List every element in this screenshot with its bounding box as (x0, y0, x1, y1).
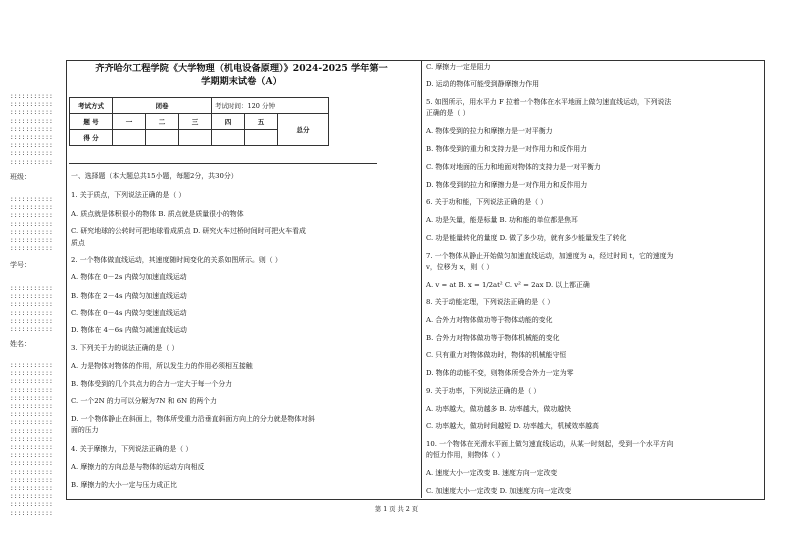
section-header: 二 (146, 114, 179, 130)
column-divider (421, 60, 422, 498)
question-line: 9. 关于功率，下列说法正确的是（ ） (426, 387, 541, 395)
dot-column-4: ::::::::::: ::::::::::: ::::::::::: ::::::::::: ::::::::::: ::::::::::: ::::::::::: ::::::::::: ::::::::::: ::::::::::: ::::::::::: ::::::::::: ::::::::::: ::::::::::: ::::::::::: ::::::::::: ::::::::::: ::::::::::: ::::::::::: (10, 362, 54, 517)
question-line: 8. 关于动能定理，下列说法正确的是（ ） (426, 298, 555, 306)
question-line: 4. 关于摩擦力，下列说法正确的是（ ） (71, 445, 193, 453)
score-table (69, 97, 329, 146)
question-line: C. 一个2N 的力可以分解为7N 和 6N 的两个力 (71, 397, 217, 405)
score-cell[interactable] (212, 130, 245, 146)
exam-title-line2: 学期期末试卷（A） (201, 76, 282, 87)
question-line: A. 物体受到的拉力和摩擦力是一对平衡力 (426, 127, 553, 135)
question-number-label: 题 号 (70, 114, 113, 130)
question-line: C. 功率越大，做功时间越短 D. 功率越大，机械效率越高 (426, 422, 599, 430)
question-line: 正确的是（ ） (426, 109, 470, 117)
question-line: 面的压力 (71, 426, 99, 434)
question-line: B. 合外力对物体做功等于物体机械能的变化 (426, 334, 560, 342)
question-line: 6. 关于功和能，下列说法正确的是（ ） (426, 198, 548, 206)
header-rule (69, 163, 377, 164)
exam-method-label: 考试方式 (70, 98, 113, 114)
question-line: C. 物体对地面的压力和地面对物体的支持力是一对平衡力 (426, 163, 601, 171)
question-line: 质点 (71, 239, 85, 247)
class-label: 班级： (10, 173, 31, 181)
question-line: A. v = at B. x = 1/2at² C. v² = 2ax D. 以上都正确 (426, 281, 590, 289)
question-line: A. 力是物体对物体的作用，所以发生力的作用必须相互接触 (71, 362, 253, 370)
question-line: A. 功率越大，做功越多 B. 功率越大，做功越快 (426, 405, 572, 413)
question-line: 1. 关于质点，下列说法正确的是（ ） (71, 191, 186, 199)
question-line: 2. 一个物体做直线运动，其速度随时间变化的关系如图所示。则（ ） (71, 256, 282, 264)
question-line: v，位移为 x，则（ ） (426, 263, 494, 271)
exam-title-line1: 齐齐哈尔工程学院《大学物理（机电设备原理）》2024-2025 学年第一 (95, 63, 388, 74)
question-line: 5. 如图所示，用水平力 F 拉着一个物体在水平地面上做匀速直线运动，下列说法 (426, 98, 672, 106)
question-line: 7. 一个物体从静止开始做匀加速直线运动，加速度为 a，经过时间 t，它的速度为 (426, 252, 674, 260)
question-line: 10. 一个物体在光滑水平面上做匀速直线运动，从某一时刻起，受到一个水平方向 (426, 440, 674, 448)
section-header: 四 (212, 114, 245, 130)
question-line: C. 加速度大小一定改变 D. 加速度方向一定改变 (426, 487, 572, 495)
question-line: 一、选择题（本大题总共15小题，每题2分，共30分） (71, 172, 238, 180)
question-line: D. 运动的物体可能受到静摩擦力作用 (426, 80, 540, 88)
question-line: 的恒力作用，则物体（ ） (426, 451, 504, 459)
total-score-label: 总分 (278, 114, 329, 146)
dot-column-2: ::::::::::: ::::::::::: ::::::::::: ::::::::::: ::::::::::: ::::::::::: ::::::::::: (10, 196, 54, 253)
question-line: B. 物体受到的几个共点力的合力一定大于每一个分力 (71, 380, 233, 388)
student-id-label: 学号： (10, 261, 31, 269)
page-footer: 第 1 页 共 2 页 (374, 506, 419, 513)
question-line: D. 一个物体静止在斜面上，物体所受重力沿垂直斜面方向上的分力就是物体对斜 (71, 415, 315, 423)
question-line: A. 功是矢量，能是标量 B. 功和能的单位都是焦耳 (426, 216, 578, 224)
question-line: C. 物体在 0－4s 内做匀变速直线运动 (71, 309, 187, 317)
score-row-label: 得 分 (70, 130, 113, 146)
question-line: C. 摩擦力一定是阻力 (426, 63, 491, 71)
question-line: A. 质点就是体积很小的物体 B. 质点就是质量很小的物体 (71, 210, 244, 218)
name-label: 姓名： (10, 340, 31, 348)
question-line: B. 物体在 2－4s 内做匀加速直线运动 (71, 292, 187, 300)
section-header: 五 (245, 114, 278, 130)
exam-method-value: 闭卷 (113, 98, 212, 114)
question-line: B. 摩擦力的大小一定与压力成正比 (71, 481, 177, 489)
section-header: 三 (179, 114, 212, 130)
question-line: D. 物体受到的拉力和摩擦力是一对作用力和反作用力 (426, 181, 588, 189)
question-line: A. 合外力对物体做功等于物体动能的变化 (426, 316, 553, 324)
question-line: B. 物体受到的重力和支持力是一对作用力和反作用力 (426, 145, 588, 153)
question-line: D. 物体的动能不变，则物体所受合外力一定为零 (426, 369, 574, 377)
exam-time: 考试时间：120 分钟 (212, 98, 329, 114)
question-line: C. 研究地球的公转时可把地球看成质点 D. 研究火车过桥时间时可把火车看成 (71, 227, 306, 235)
section-header: 一 (113, 114, 146, 130)
dot-column-1: ::::::::::: ::::::::::: ::::::::::: ::::::::::: ::::::::::: ::::::::::: ::::::::::: ::::::::::: ::::::::::: (10, 93, 54, 166)
question-line: D. 物体在 4－6s 内做匀减速直线运动 (71, 326, 187, 334)
score-cell[interactable] (179, 130, 212, 146)
exam-title (68, 62, 415, 88)
question-line: 3. 下列关于力的说法正确的是（ ） (71, 344, 179, 352)
question-line: A. 摩擦力的方向总是与物体的运动方向相反 (71, 463, 205, 471)
score-cell[interactable] (146, 130, 179, 146)
question-line: A. 速度大小一定改变 B. 速度方向一定改变 (426, 469, 558, 477)
question-line: A. 物体在 0－2s 内做匀加速直线运动 (71, 273, 187, 281)
question-line: C. 只有重力对物体做功时，物体的机械能守恒 (426, 351, 567, 359)
score-cell[interactable] (245, 130, 278, 146)
dot-column-3: ::::::::::: ::::::::::: ::::::::::: ::::::::::: ::::::::::: ::::::::::: (10, 285, 54, 334)
score-cell[interactable] (113, 130, 146, 146)
question-line: C. 功是能量转化的量度 D. 做了多少功，就有多少能量发生了转化 (426, 234, 627, 242)
